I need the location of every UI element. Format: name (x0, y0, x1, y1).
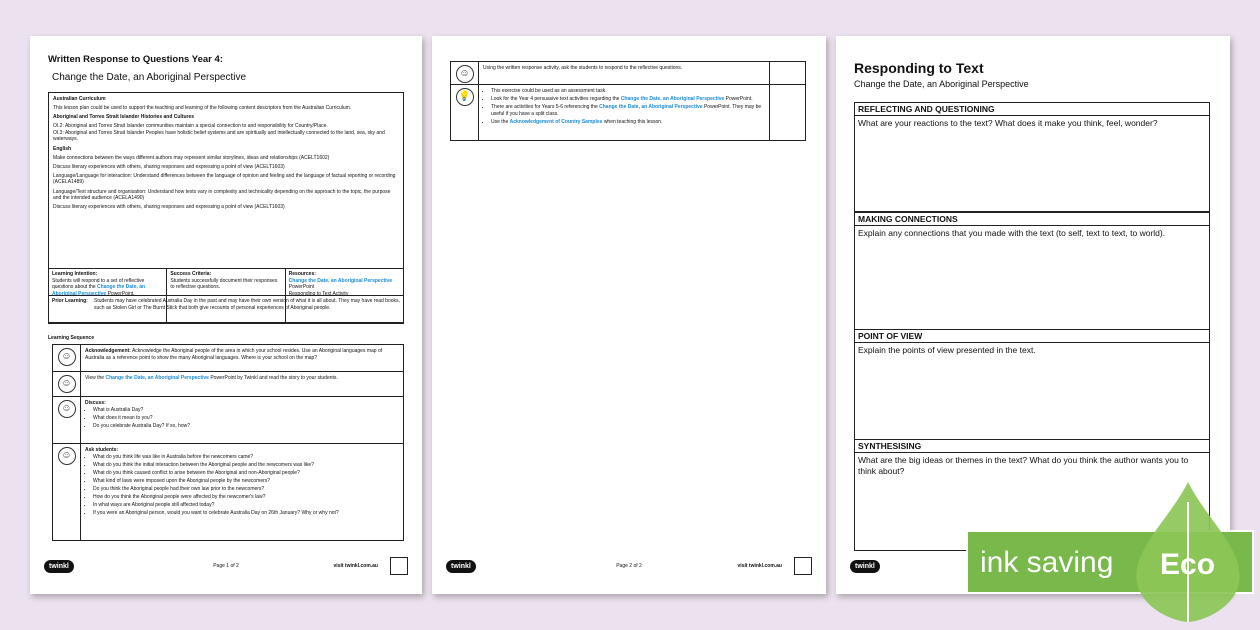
ask-item: • What do you think life was like in Australia before the newcomers came? (93, 454, 399, 461)
english-heading: English (53, 145, 72, 152)
twinkl-logo: twinkl (850, 560, 880, 573)
section-question[interactable]: Explain the points of view presented in the text. (858, 345, 1036, 355)
prior-label: Prior Learning: (52, 298, 88, 304)
tip-item: • Use the Acknowledgement of Country Samples when teaching this lesson. (491, 119, 765, 126)
tip-item: • There are activities for Years 5-6 referencing the Change the Date, an Aboriginal Perspective PowerPoint. They may be useful if you have a split class. (491, 104, 765, 117)
tip-item: • This exercise could be used as an assessment task. (491, 88, 765, 95)
lesson-plan-page-2 (432, 36, 826, 594)
page-number: Page 2 of 2 (616, 563, 642, 569)
page-footer (446, 556, 812, 576)
visit-link[interactable]: visit twinkl.com.au (737, 563, 782, 569)
sequence-row (53, 397, 403, 444)
ack-label: Acknowledgement: (85, 348, 131, 354)
page-footer (44, 556, 408, 576)
english-5: Discuss literary experiences with others, sharing responses and expressing a point of view (ACELT1603) (53, 204, 285, 211)
english-1: Make connections between the ways different authors may represent similar storylines, ideas and relationships (ACELT1602) (53, 154, 330, 161)
teacher-face-icon: ☺ (58, 348, 76, 366)
section-question[interactable]: What are your reactions to the text? What does it make you think, feel, wonder? (858, 118, 1158, 128)
ask-item: • In what ways are Aboriginal people still affected today? (93, 502, 399, 509)
resources-ppt: PowerPoint (288, 284, 315, 291)
section-question[interactable]: What are the big ideas or themes in the text? What do you think the author wants you to think about? (858, 455, 1189, 476)
sequence-row (451, 62, 805, 85)
written-response-text: Using the written response activity, ask the students to respond to the reflective questions. (483, 65, 683, 71)
writing-face-icon: ☺ (456, 65, 474, 83)
english-4: Language/Text structure and organisation: Understand how texts vary in complexity and technicality depending on the approach to the topic, the purpose and the intended audience (ACELA1490) (53, 188, 391, 202)
ack-text: Acknowledge the Aboriginal people of the area in which your school resides. Use an Aboriginal languages map of Australia as a reference point to show the many Aboriginal languages. Where is your school on the map? (85, 348, 383, 361)
tip-item: • Look for the Year 4 persuasive text activities regarding the Change the Date, an Aboriginal Perspective PowerPoint. (491, 96, 765, 103)
view-post: PowerPoint by Twinkl and read the story to your students. (210, 375, 338, 381)
lightbulb-icon: 💡 (456, 88, 474, 106)
section-point-of-view (854, 329, 1210, 440)
resources-label: Resources: (288, 271, 316, 277)
view-link[interactable]: Change the Date, an Aboriginal Perspective (105, 375, 209, 381)
ask-face-icon: ☺ (58, 447, 76, 465)
english-2: Discuss literary experiences with others, sharing responses and expressing a point of view (ACELT1603) (53, 163, 285, 170)
hist-oi2: OI.2: Aboriginal and Torres Strait Islander communities maintain a special connection to and responsibility for Country/Place. (53, 123, 328, 130)
resources-link[interactable]: Change the Date, an Aboriginal Perspective (288, 277, 393, 284)
worksheet-title: Responding to Text (854, 60, 984, 76)
section-reflecting (854, 102, 1210, 212)
discuss-face-icon: ☺ (58, 400, 76, 418)
criteria-label: Success Criteria: (170, 271, 212, 277)
quality-badge-icon (390, 557, 408, 575)
curriculum-box (48, 92, 404, 323)
curriculum-heading: Australian Curriculum (53, 96, 106, 102)
sequence-row (53, 345, 403, 372)
ask-item: • Do you think the Aboriginal people had their own law prior to the newcomers? (93, 486, 399, 493)
hist-heading: Aboriginal and Torres Strait Islander Histories and Cultures (53, 114, 195, 121)
section-connections (854, 212, 1210, 330)
intention-label: Learning Intention: (52, 271, 98, 277)
visit-link[interactable]: visit twinkl.com.au (333, 563, 378, 569)
discuss-item: • Do you celebrate Australia Day? If so, how? (93, 423, 399, 430)
discuss-item: • What is Australia Day? (93, 407, 399, 414)
ask-item: • What kind of laws were imposed upon the Aboriginal people by the newcomers? (93, 478, 399, 485)
intention-text: Students will respond to a set of reflective questions about the (52, 277, 145, 291)
ask-label: Ask students: (85, 447, 119, 453)
sequence-row (53, 372, 403, 397)
section-heading: SYNTHESISING (855, 440, 1209, 453)
eco-label: Eco (1160, 548, 1216, 581)
sequence-heading: Learning Sequence (48, 335, 95, 341)
twinkl-logo: twinkl (44, 560, 74, 573)
discuss-label: Discuss: (85, 400, 106, 406)
prior-text: Students may have celebrated Australia Day in the past and may have their own version of what it is all about. They may have read books, such as Stolen Girl or The Burnt Stick that both give recounts of personal experiences of Aboriginal people. (94, 298, 400, 311)
sequence-row (451, 85, 805, 140)
view-pre: View the (85, 375, 105, 381)
intention-link[interactable]: Change the Date, an Aboriginal Perspective (52, 284, 146, 297)
prior-learning-box (48, 295, 404, 324)
section-heading: POINT OF VIEW (855, 330, 1209, 343)
twinkl-logo: twinkl (446, 560, 476, 573)
sequence-row (53, 444, 403, 540)
ask-item: • If you were an Aboriginal person, would you want to celebrate Australia Day on 26th January? Why or why not? (93, 510, 399, 517)
tip-link[interactable]: Change the Date, an Aboriginal Perspective (620, 96, 725, 103)
hist-oi3: OI.3: Aboriginal and Torres Strait Islander Peoples have holistic belief systems and are spiritually and intellectually connected to the land, sea, sky and waterways. (53, 129, 385, 143)
section-heading: REFLECTING AND QUESTIONING (855, 103, 1209, 116)
lesson-plan-page-1 (30, 36, 422, 594)
quality-badge-icon (794, 557, 812, 575)
resources-activity: Responding to Text Activity (288, 290, 349, 297)
ask-item: • What do you think caused conflict to arise between the Aboriginal and non-Aboriginal people? (93, 470, 399, 477)
page-subtitle: Change the Date, an Aboriginal Perspective (52, 72, 247, 83)
page-number: Page 1 of 2 (213, 563, 239, 569)
ask-item: • What do you think the initial interaction between the Aboriginal people and the newcomers was like? (93, 462, 399, 469)
sequence-continued-table (450, 61, 806, 141)
english-3: Language/Language for interaction: Understand differences between the language of opinion and feeling and the language of factual reporting or recording (ACELA1489) (53, 172, 396, 186)
teacher-face-icon: ☺ (58, 375, 76, 393)
intention-end: PowerPoint. (107, 290, 135, 297)
curriculum-intro: This lesson plan could be used to support the teaching and learning of the following content descriptors from the Australian Curriculum. (53, 105, 352, 112)
criteria-text: Students successfully document their responses to reflective questions. (170, 277, 278, 291)
page-title: Written Response to Questions Year 4: (48, 54, 223, 65)
tip-link[interactable]: Change the Date, an Aboriginal Perspective (599, 104, 703, 111)
discuss-item: • What does it mean to you? (93, 415, 399, 422)
ask-item: • How do you think the Aboriginal people were affected by the newcomer's law? (93, 494, 399, 501)
section-question[interactable]: Explain any connections that you made with the text (to self, text to text, to world). (858, 228, 1166, 238)
ink-saving-label: ink saving (980, 546, 1114, 579)
section-heading: MAKING CONNECTIONS (855, 213, 1209, 226)
tip-link[interactable]: Acknowledgement of Country Samples (509, 118, 603, 125)
learning-sequence-table (52, 344, 404, 541)
worksheet-subtitle: Change the Date, an Aboriginal Perspective (854, 79, 1029, 89)
